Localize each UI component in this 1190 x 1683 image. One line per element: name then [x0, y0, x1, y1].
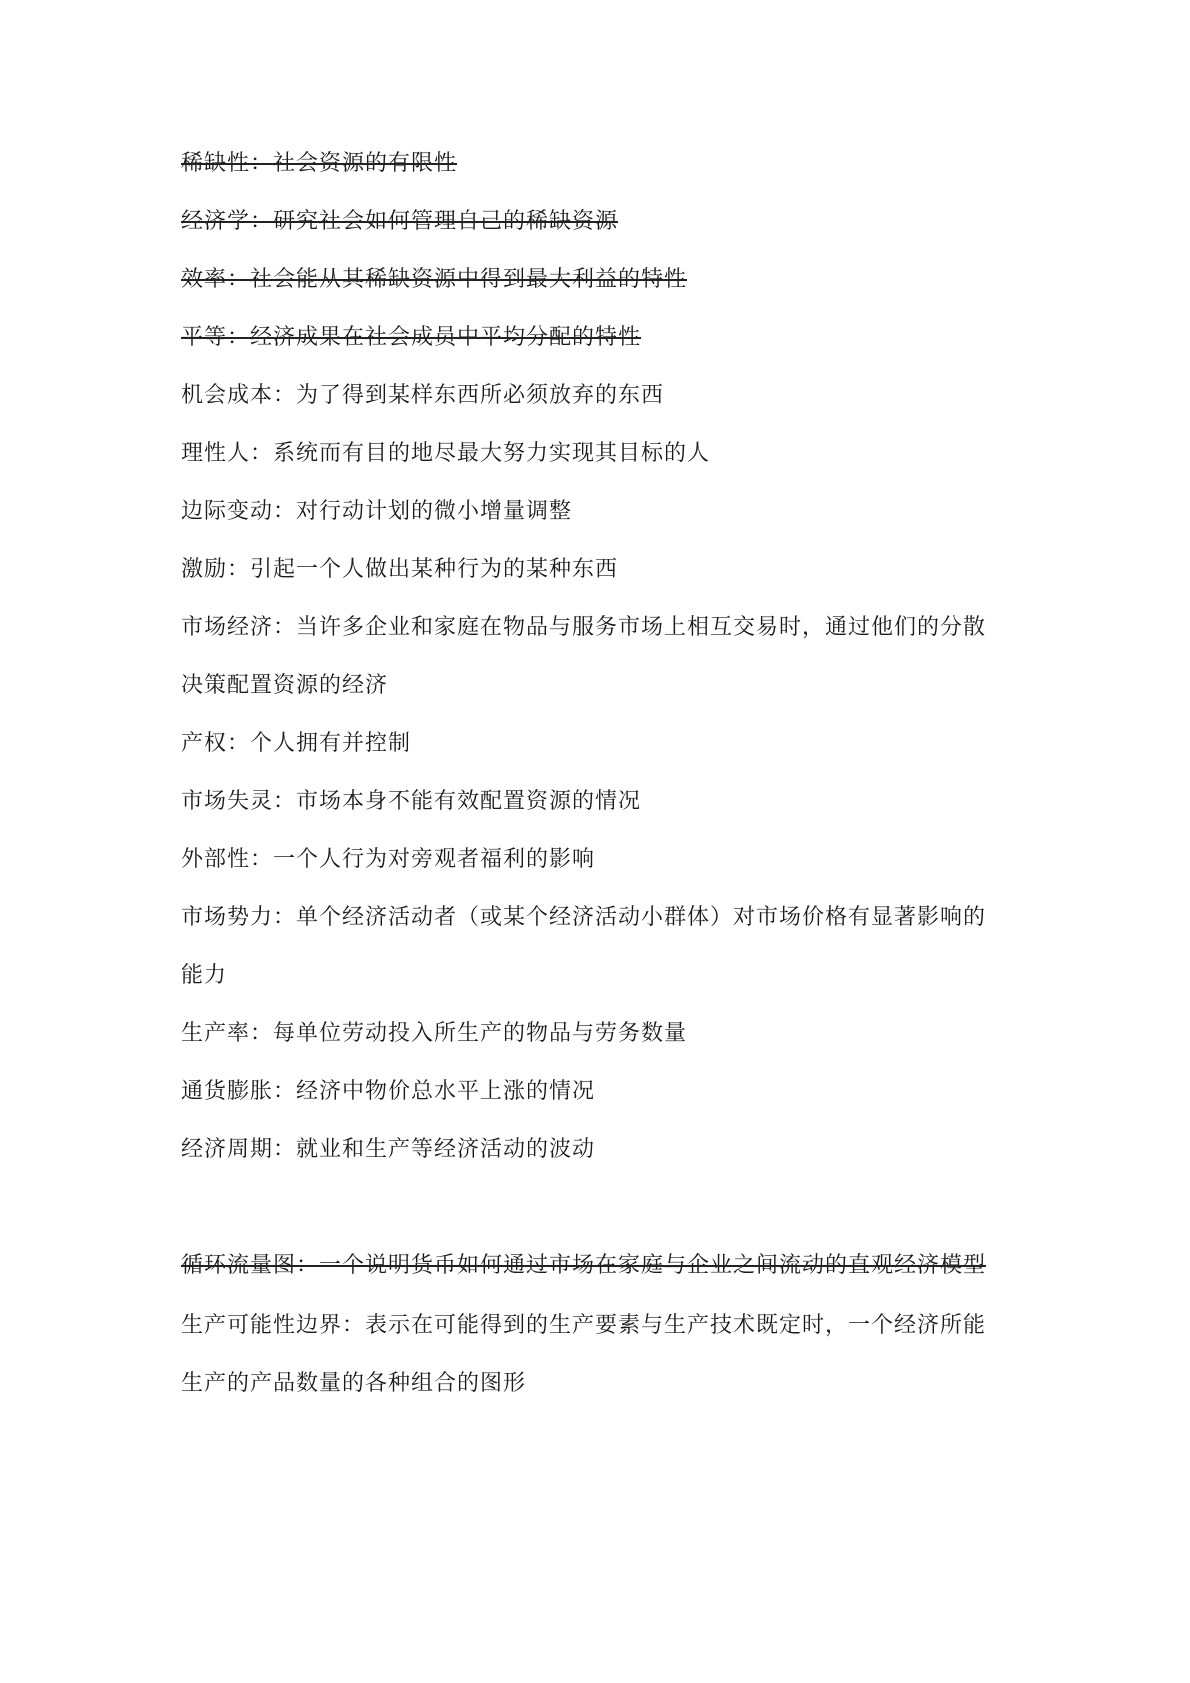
term-ppf-cont: 生产的产品数量的各种组合的图形: [181, 1371, 527, 1396]
term-economics: 经济学：研究社会如何管理自己的稀缺资源: [181, 209, 619, 234]
term-equality: 平等：经济成果在社会成员中平均分配的特性: [181, 325, 642, 350]
term-scarcity: 稀缺性：社会资源的有限性: [181, 151, 458, 176]
term-ppf: 生产可能性边界：表示在可能得到的生产要素与生产技术既定时，一个经济所能: [181, 1313, 987, 1338]
term-property-rights: 产权：个人拥有并控制: [181, 731, 412, 756]
term-opportunity-cost: 机会成本：为了得到某样东西所必须放弃的东西: [181, 383, 665, 408]
term-circular-flow: 循环流量图：一个说明货币如何通过市场在家庭与企业之间流动的直观经济模型: [181, 1253, 987, 1278]
term-market-power-cont: 能力: [181, 963, 228, 988]
term-market-economy-cont: 决策配置资源的经济: [181, 673, 389, 698]
term-productivity: 生产率：每单位劳动投入所生产的物品与劳务数量: [181, 1021, 688, 1046]
term-business-cycle: 经济周期：就业和生产等经济活动的波动: [181, 1137, 596, 1162]
term-marginal-change: 边际变动：对行动计划的微小增量调整: [181, 499, 573, 524]
term-efficiency: 效率：社会能从其稀缺资源中得到最大利益的特性: [181, 267, 688, 292]
term-market-failure: 市场失灵：市场本身不能有效配置资源的情况: [181, 789, 642, 814]
term-market-economy: 市场经济：当许多企业和家庭在物品与服务市场上相互交易时，通过他们的分散: [181, 615, 987, 640]
term-incentive: 激励：引起一个人做出某种行为的某种东西: [181, 557, 619, 582]
term-inflation: 通货膨胀：经济中物价总水平上涨的情况: [181, 1079, 596, 1104]
term-market-power: 市场势力：单个经济活动者（或某个经济活动小群体）对市场价格有显著影响的: [181, 905, 987, 930]
term-externality: 外部性：一个人行为对旁观者福利的影响: [181, 847, 596, 872]
term-rational-person: 理性人：系统而有目的地尽最大努力实现其目标的人: [181, 441, 711, 466]
